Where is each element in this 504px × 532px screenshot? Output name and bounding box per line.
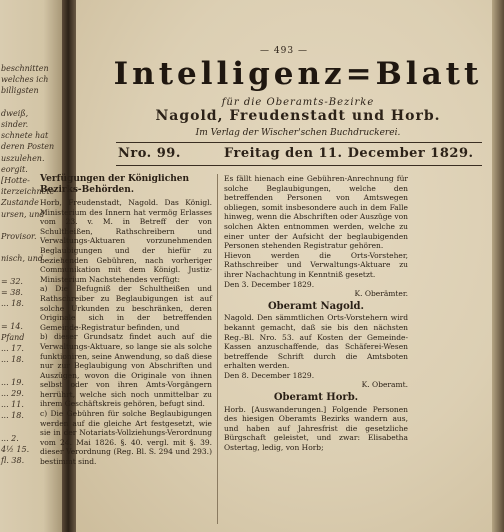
publisher-line: Im Verlag der Wischer'schen Buchdruckerei. [195,128,401,138]
left-page-line: 4½ 15. [1,444,30,454]
page-edge [492,0,504,532]
rule-bottom [116,165,482,166]
issue-number: Nro. 99. [118,146,181,161]
left-page-line: ... 17. [1,344,24,353]
left-page-line: nisch, und [1,254,43,264]
issue-date: Freitag den 11. December 1829. [224,146,474,161]
left-page-line: ... 18. [1,299,24,309]
date-line: Den 8. December 1829. [224,370,315,380]
left-page-line: uszulehen. [1,153,45,163]
signature: K. Oberämter. [354,289,408,299]
left-page-line: = 32. [1,276,23,286]
paragraph: a) Die Befugniß der Schultheißen und Rathschreiber zu Beglaubigungen ist auf solche Urkunden zu beschränken, deren Originale sich in der betreffenden Gemeinde-Registratur befinden, und [40,284,212,332]
left-page-line: iterzeichnete [1,187,55,197]
paragraph: Es fällt hienach eine Gebühren-Anrechnung für solche Beglaubigungen, welche den betreffenden Personen von Amtswegen obliegen, somit insbesondere auch in dem Falle hinweg, wenn die Abschriften oder Auszüge von solchen Akten entnommen werden, welche zu einer unter der Aufsicht der beglaubigenden Personen stehenden Registratur gehören. [224,174,408,251]
left-page-line: [Hotte- [1,176,30,185]
left-page-line: ... 18. [1,411,24,421]
left-page-line: Pfand [1,332,25,342]
left-page-line: billigsten [1,86,39,96]
left-page-line: sinder. [1,120,29,129]
masthead-title: Intelligenz=Blatt [113,56,483,92]
left-page-line: = 14. [1,321,23,331]
left-page-line: = 38. [1,288,23,297]
left-page-line: Provisor. [1,232,37,241]
left-page-line: ... 19. [1,377,24,387]
masthead-places: Nagold, Freudenstadt und Horb. [155,108,441,124]
left-page-line: ... 11. [1,400,24,409]
left-page-line: ... 2. [1,433,19,443]
page-number: — 493 — [260,46,308,56]
left-page-line: eorgit. [1,164,28,174]
paragraph: b) dieser Grundsatz findet auch auf die Verwaltungs-Aktuare, so lange sie als solche funktioniren, seine Anwendung, so daß diese nur zur Beglaubigung von Abschriften und Auszügen, wovon die Originale von ihnen selbst oder von ihren Amts-Vorgängern herrührt, welche sich noch unmittelbar zu ihrem Geschäftskreis gehören, befugt sind. [40,332,212,409]
section-heading: Oberamt Horb. [273,392,359,404]
section-heading: Verfügungen der Königlichen Bezirks-Behörden. [40,174,190,195]
date-line: Den 3. December 1829. [224,279,315,289]
left-page-line: beschnitten [1,64,49,73]
left-page-line: dweiß, [1,108,29,118]
left-page-line: schnete hat [1,131,49,141]
left-page-line: ... 29. [1,388,24,398]
paragraph: c) Die Gebühren für solche Beglaubigungen werden auf die gleiche Art festgesetzt, wie sie in der Notariats-Vollziehungs-Verordnung vom 24. Mai 1826. §. 40. vergl. mit §. 39. dieser Verordnung (Reg. Bl. S. 294 und 293.) bestimmt sind. [40,409,212,467]
left-column [40,174,212,467]
left-page-line: ... 18. [1,355,24,365]
signature: K. Oberamt. [361,380,408,390]
masthead-subtitle: für die Oberamts-Bezirke [221,97,375,108]
left-page-line: ursen, und [1,209,45,219]
section-heading: Oberamt Nagold. [267,300,365,312]
paragraph: Nagold. Den sämmtlichen Orts-Vorstehern wird bekannt gemacht, daß sie bis den nächsten Reg.-Bl. Nro. 53. auf Kosten der Gemeinde-Kassen anzuschaffende, das Schäferei-Wesen betreffende Schrift durch die Amtsboten erhalten werden. [224,313,408,371]
paragraph: Horb. [Auswanderungen.] Folgende Personen des hiesigen Oberamts Bezirks wandern aus, und haben auf Jahresfrist die gesetzliche Bürgschaft geleistet, und zwar: Elisabetha Ostertag, ledig, von Horb; [224,404,408,453]
paragraph: Hievon werden die Orts-Vorsteher, Rathschreiber und Verwaltungs-Aktuare zu ihrer Nachachtung in Kenntniß gesetzt. [224,250,408,279]
left-page-line: welches ich [1,75,49,85]
left-page-line: fl. 38. [1,456,25,465]
left-page-line: deren Posten [1,142,55,152]
right-column [224,174,408,453]
rule-top [116,142,482,143]
left-page-line: Zustande [1,198,39,208]
paragraph: Horb, Freudenstadt, Nagold. Das Königl. Ministerium des Innern hat vermög Erlasses vom 23. v. M. in Betreff der von Schultheißen, Rathschreibern und Verwaltungs-Aktuaren vorzunehmenden Beglaubigungen und der hiefür zu beziehenden Gebühren, nach vorheriger Communikation mit dem Königl. Justiz-Ministerium Nachstehendes verfügt: [40,198,212,284]
column-divider [217,174,218,524]
